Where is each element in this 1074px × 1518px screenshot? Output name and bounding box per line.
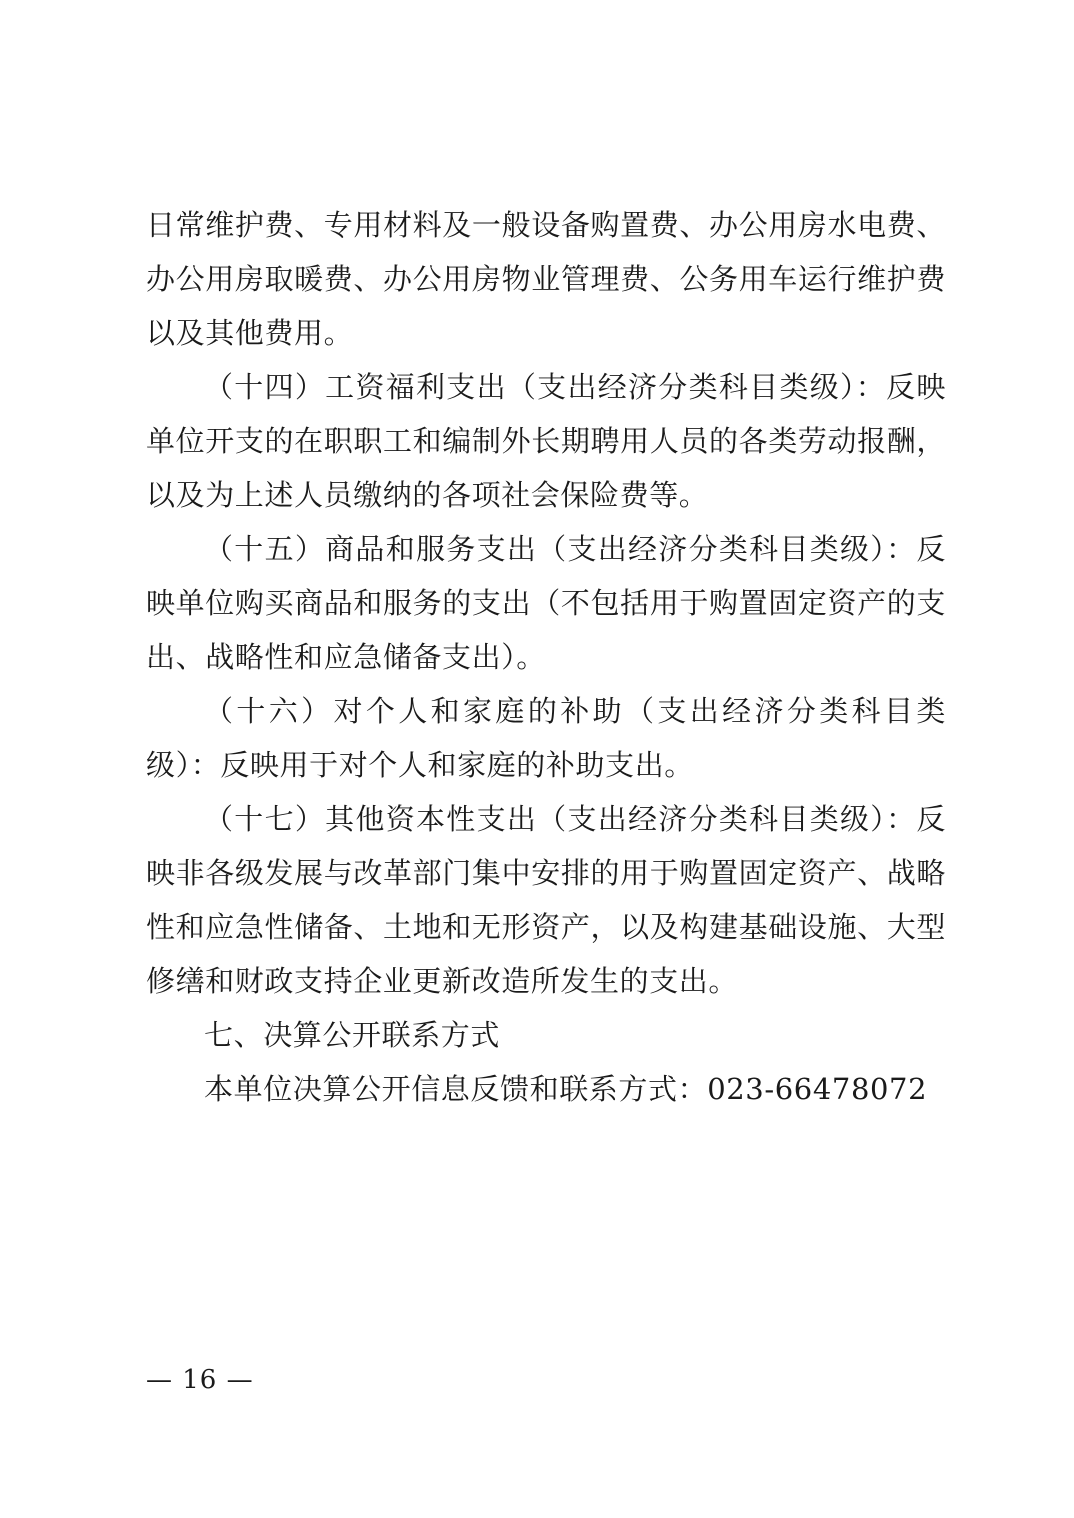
paragraph-individual-family-subsidy: （十六）对个人和家庭的补助（支出经济分类科目类级）：反映用于对个人和家庭的补助支出。 [146,694,946,782]
paragraph-other-capital: （十七）其他资本性支出（支出经济分类科目类级）：反映非各级发展与改革部门集中安排的用于购置固定资产、战略性和应急性储备、土地和无形资产，以及构建基础设施、大型修缮和财政支持企业更新改造所发生的支出。 [146,802,946,998]
section-heading-contact: 七、决算公开联系方式 [204,1018,501,1052]
paragraph-contact-info: 本单位决算公开信息反馈和联系方式：023-66478072 [204,1072,928,1106]
paragraph-goods-services: （十五）商品和服务支出（支出经济分类科目类级）：反映单位购买商品和服务的支出（不包括用于购置固定资产的支出、战略性和应急储备支出）。 [146,532,946,674]
paragraph-continuation: 日常维护费、专用材料及一般设备购置费、办公用房水电费、办公用房取暖费、办公用房物业管理费、公务用车运行维护费以及其他费用。 [146,208,946,350]
page-number: — 16 — [146,1365,254,1395]
body-text [146,198,946,1116]
paragraph-wage-welfare: （十四）工资福利支出（支出经济分类科目类级）：反映单位开支的在职职工和编制外长期聘用人员的各类劳动报酬，以及为上述人员缴纳的各项社会保险费等。 [146,370,946,512]
